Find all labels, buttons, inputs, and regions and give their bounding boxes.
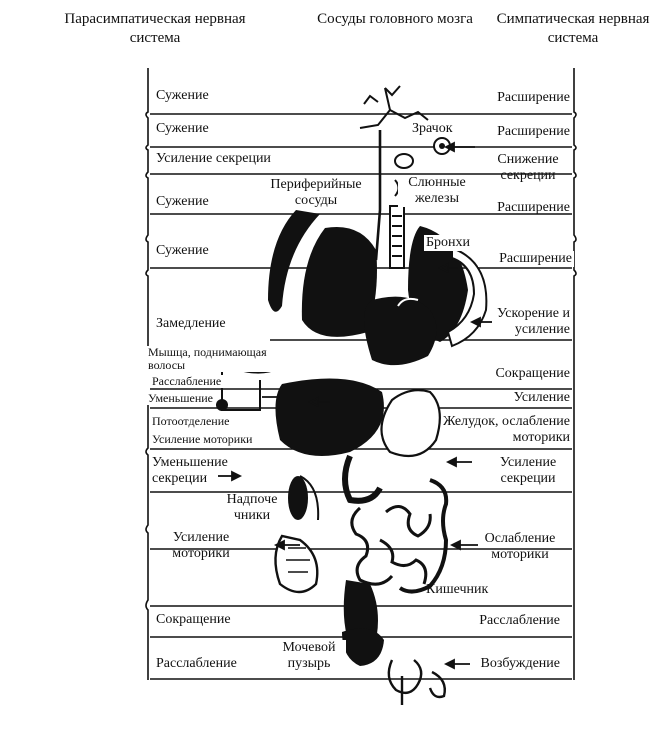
organ-label-bronchi: Бронхи — [426, 235, 471, 250]
right-label-hair-muscle: Сокращение — [495, 366, 570, 381]
left-label-sweat-decrease: Уменьшение — [148, 391, 213, 405]
left-label-hair-relaxation: Расслабление — [152, 374, 222, 388]
sweat-gland-icon — [216, 399, 228, 411]
left-label-pupil: Сужение — [156, 121, 209, 136]
right-label-pupil: Расширение — [497, 124, 570, 139]
left-label-pupil-dilator: Сужение — [156, 88, 209, 103]
parasympathetic-header: Парасимпатическая нервная система — [64, 11, 246, 46]
right-label-sweating: Усиление — [513, 390, 570, 405]
sympathetic-header: Симпатическая нервная система — [496, 11, 650, 46]
right-label-pancreas-secretion: Усиление секреции — [499, 455, 557, 486]
organ-label-pupil: Зрачок — [412, 121, 453, 136]
right-label-bladder: Возбуждение — [480, 656, 560, 671]
right-label-bronchi: Расширение — [478, 251, 574, 267]
right-label-pupil-dilator: Расширение — [497, 90, 570, 105]
left-label-rectum: Сокращение — [156, 612, 231, 627]
adrenal-icon — [288, 476, 308, 520]
right-label-intestine-motility: Ослабление моторики — [484, 531, 556, 562]
left-label-stomach-motility: Усиление моторики — [152, 432, 253, 446]
left-label-hair-muscle: Мышца, поднимающая волосы — [146, 346, 300, 372]
brain-vessels-header: Сосуды головного мозга — [317, 11, 473, 27]
left-label-pancreas-secretion: Уменьшение секреции — [152, 455, 228, 486]
left-label-peripheral-vessels: Сужение — [156, 194, 209, 209]
liver-icon — [275, 379, 383, 456]
left-label-sweating: Потоотделение — [152, 414, 230, 428]
genital-icon — [389, 660, 445, 705]
left-label-heart: Замедление — [156, 316, 226, 331]
organ-label-adrenals: Надпочечники — [226, 492, 278, 523]
organ-label-bladder: Мочевой пузырь — [272, 640, 346, 672]
organ-label-intestine: Кишечник — [426, 582, 489, 597]
right-label-rectum: Расслабление — [479, 613, 560, 628]
right-label-stomach: Желудок, ослабление моторики — [442, 414, 570, 445]
organ-label-peripheral-vessels: Периферийные сосуды — [270, 177, 362, 208]
right-label-salivary: Снижение секреции — [497, 152, 559, 183]
right-label-peripheral-vessels: Расширение — [497, 200, 570, 215]
organ-label-salivary-glands: Слюнные железы — [398, 175, 476, 207]
bladder-icon — [342, 628, 384, 666]
left-label-salivary: Усиление секреции — [156, 151, 271, 166]
trachea-icon — [390, 206, 404, 268]
heart-icon — [364, 297, 437, 365]
left-label-intestine-motility: Усиление моторики — [172, 530, 230, 561]
right-label-heart: Ускорение и усиление — [497, 306, 570, 337]
left-label-bladder: Расслабление — [156, 656, 237, 671]
left-label-bronchi: Сужение — [156, 243, 209, 258]
salivary-gland-icon — [395, 154, 413, 168]
